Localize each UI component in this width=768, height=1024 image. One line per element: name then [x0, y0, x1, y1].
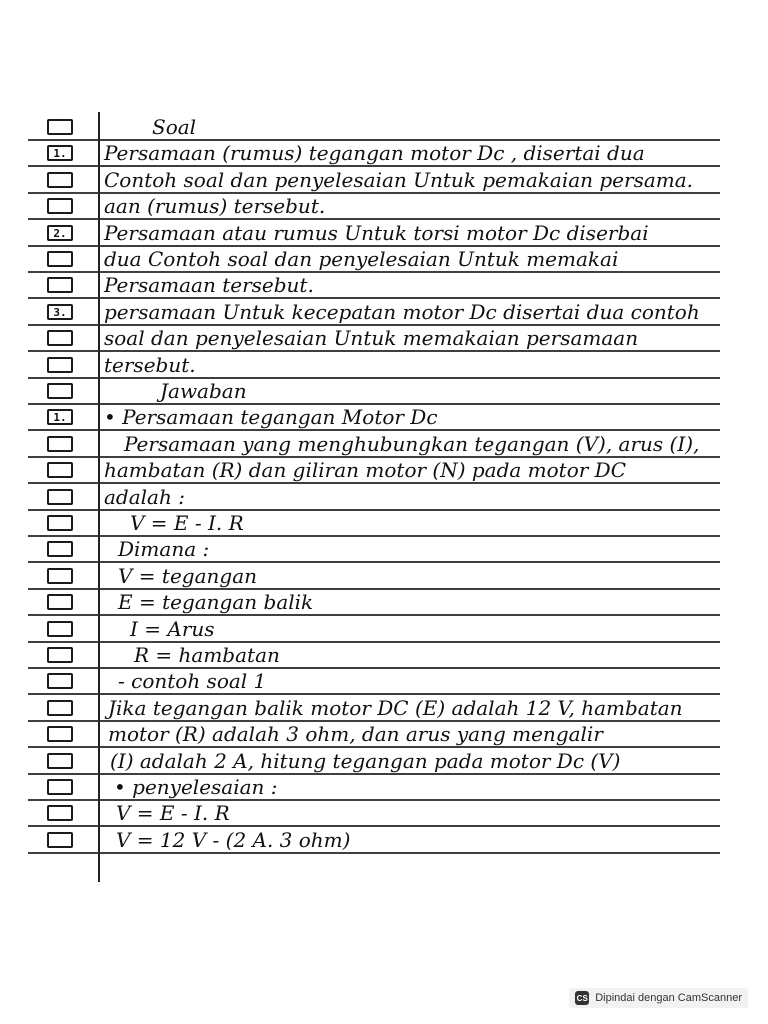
handwritten-line: Persamaan atau rumus Untuk torsi motor Dc diserbai	[104, 221, 649, 245]
handwritten-line: persamaan Untuk kecepatan motor Dc disertai dua contoh	[104, 300, 700, 324]
handwritten-line: V = 12 V - (2 A. 3 ohm)	[116, 828, 351, 852]
checkbox	[47, 753, 73, 769]
checkbox	[47, 462, 73, 478]
ruled-line	[28, 641, 720, 643]
handwritten-line: motor (R) adalah 3 ohm, dan arus yang mengalir	[108, 722, 603, 746]
handwritten-line: hambatan (R) dan giliran motor (N) pada motor DC	[104, 458, 627, 482]
handwritten-line: V = tegangan	[118, 564, 258, 588]
ruled-line	[28, 746, 720, 748]
handwritten-line: Contoh soal dan penyelesaian Untuk pemakaian persama.	[104, 168, 694, 192]
camscanner-watermark	[569, 988, 748, 1008]
checkbox	[47, 541, 73, 557]
handwritten-line: • penyelesaian :	[114, 775, 278, 799]
handwritten-line: dua Contoh soal dan penyelesaian Untuk memakai	[104, 247, 619, 271]
checkbox	[47, 277, 73, 293]
checkbox: 3.	[47, 304, 73, 320]
checkbox	[47, 198, 73, 214]
handwritten-line: Jika tegangan balik motor DC (E) adalah 12 V, hambatan	[108, 696, 683, 720]
handwritten-line: soal dan penyelesaian Untuk memakaian persamaan	[104, 326, 639, 350]
handwritten-line: tersebut.	[104, 353, 196, 377]
handwritten-line: Soal	[152, 115, 197, 139]
ruled-line	[28, 297, 720, 299]
ruled-line	[28, 825, 720, 827]
ruled-line	[28, 693, 720, 695]
handwritten-line: - contoh soal 1	[118, 669, 267, 693]
checkbox	[47, 673, 73, 689]
handwritten-line: Dimana :	[118, 537, 210, 561]
checkbox	[47, 357, 73, 373]
checkbox	[47, 726, 73, 742]
camscanner-icon: CS	[575, 991, 589, 1005]
checkbox	[47, 832, 73, 848]
checkbox: 1.	[47, 409, 73, 425]
handwritten-line: I = Arus	[130, 617, 215, 641]
checkbox	[47, 779, 73, 795]
ruled-line	[28, 561, 720, 563]
checkbox	[47, 568, 73, 584]
checkbox	[47, 515, 73, 531]
ruled-line	[28, 614, 720, 616]
margin-line	[98, 112, 100, 882]
checkbox	[47, 700, 73, 716]
handwritten-line: Persamaan (rumus) tegangan motor Dc , disertai dua	[104, 141, 645, 165]
ruled-line	[28, 218, 720, 220]
checkbox	[47, 251, 73, 267]
checkbox	[47, 489, 73, 505]
handwritten-line: Persamaan yang menghubungkan tegangan (V), arus (I),	[124, 432, 700, 456]
checkbox: 2.	[47, 225, 73, 241]
handwritten-line: Jawaban	[160, 379, 247, 403]
handwritten-line: E = tegangan balik	[118, 590, 314, 614]
handwritten-line: Persamaan tersebut.	[104, 273, 314, 297]
handwritten-line: • Persamaan tegangan Motor Dc	[104, 405, 438, 429]
handwritten-line: R = hambatan	[134, 643, 280, 667]
ruled-line	[28, 350, 720, 352]
handwritten-line: V = E - I. R	[116, 801, 230, 825]
handwritten-line: adalah :	[104, 485, 185, 509]
ruled-line	[28, 429, 720, 431]
ruled-line	[28, 852, 720, 854]
checkbox	[47, 172, 73, 188]
checkbox	[47, 330, 73, 346]
handwritten-line: V = E - I. R	[130, 511, 244, 535]
handwritten-line: aan (rumus) tersebut.	[104, 194, 326, 218]
handwritten-line: (I) adalah 2 A, hitung tegangan pada motor Dc (V)	[110, 749, 621, 773]
checkbox	[47, 594, 73, 610]
checkbox	[47, 621, 73, 637]
ruled-line	[28, 165, 720, 167]
watermark-text: Dipindai dengan CamScanner	[595, 992, 742, 1004]
checkbox	[47, 805, 73, 821]
checkbox	[47, 383, 73, 399]
checkbox: 1.	[47, 145, 73, 161]
checkbox	[47, 119, 73, 135]
checkbox	[47, 647, 73, 663]
ruled-line	[28, 482, 720, 484]
ruled-line	[28, 377, 720, 379]
checkbox	[47, 436, 73, 452]
